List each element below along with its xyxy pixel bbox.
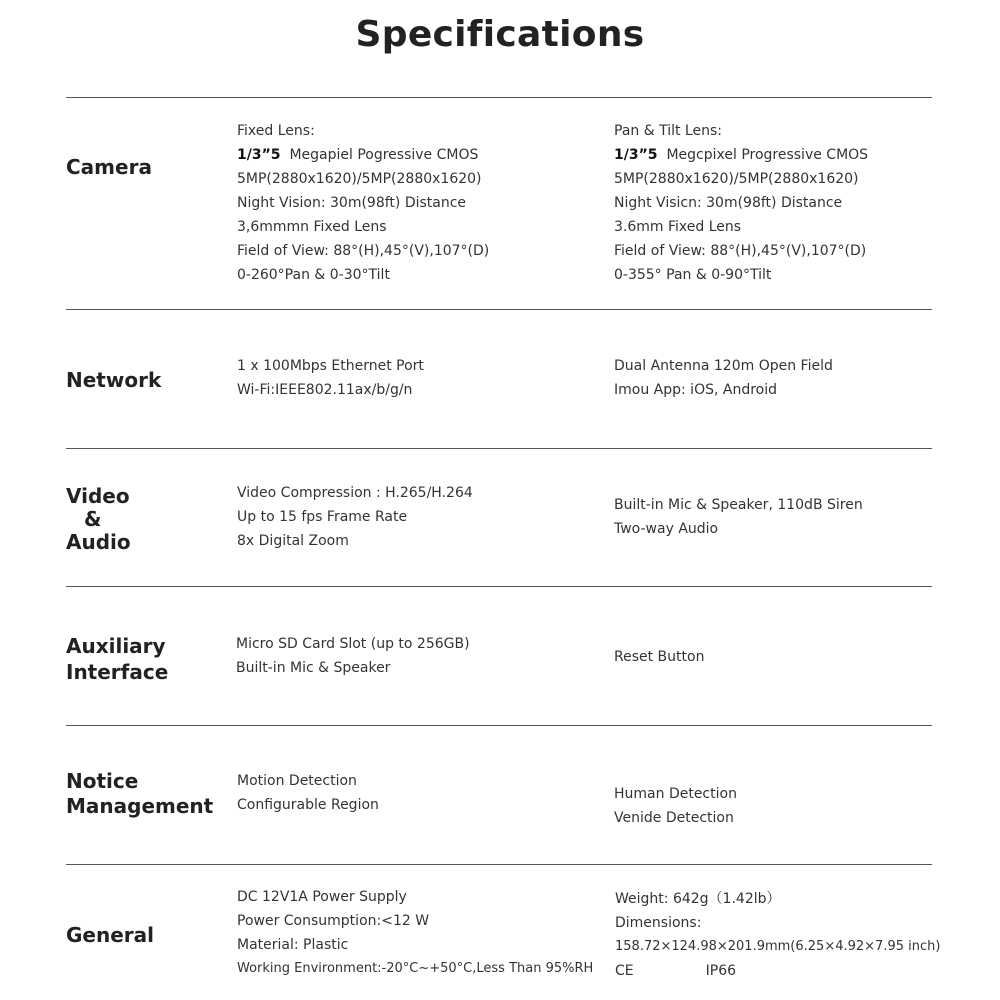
divider (66, 586, 932, 587)
divider (66, 864, 932, 865)
spec-line: Two-way Audio (614, 521, 719, 537)
divider (66, 97, 932, 98)
spec-line: Up to 15 fps Frame Rate (237, 509, 408, 525)
page-title: Specifications (355, 14, 645, 55)
divider (66, 448, 932, 449)
video-audio-specs-left (237, 481, 473, 553)
spec-line: Night Vision: 30m(98ft) Distance (237, 195, 467, 211)
certifications (615, 959, 940, 983)
general-specs-left (237, 885, 593, 981)
spec-line: Working Environment:-20°C~+50°C,Less Than 95%RH (237, 961, 594, 976)
spec-heading: Pan & Tilt Lens: (614, 123, 722, 139)
spec-line: 8x Digital Zoom (237, 533, 349, 549)
spec-line: Video Compression : H.265/H.264 (237, 485, 473, 501)
spec-line: 1 x 100Mbps Ethernet Port (237, 358, 424, 374)
spec-line: 5MP(2880x1620)/5MP(2880x1620) (237, 171, 482, 187)
spec-line: 3.6mm Fixed Lens (614, 219, 742, 235)
section-label-general: General (66, 923, 154, 947)
spec-line: Built-in Mic & Speaker, 110dB Siren (614, 497, 863, 513)
general-specs-right (615, 887, 940, 983)
notice-specs-right (614, 782, 737, 830)
divider (66, 309, 932, 310)
spec-line: Imou App: iOS, Android (614, 382, 777, 398)
spec-line: Dual Antenna 120m Open Field (614, 358, 833, 374)
spec-line: 1/3”5 Megcpixel Progressive CMOS (614, 147, 869, 163)
spec-line: 0-260°Pan & 0-30°Tilt (237, 267, 390, 283)
spec-line: DC 12V1A Power Supply (237, 889, 407, 905)
spec-line: Venide Detection (614, 810, 734, 826)
network-specs-right (614, 354, 833, 402)
section-label-network: Network (66, 368, 162, 392)
spec-line: Motion Detection (237, 773, 357, 789)
spec-line: Field of View: 88°(H),45°(V),107°(D) (614, 243, 867, 259)
spec-line: Dimensions: (615, 915, 702, 931)
cert-ce: CE (615, 963, 634, 979)
spec-line: Reset Button (614, 649, 705, 665)
video-audio-specs-right (614, 493, 863, 541)
section-label-camera: Camera (66, 155, 152, 179)
cert-ip66: IP66 (705, 963, 737, 979)
spec-line: Human Detection (614, 786, 737, 802)
spec-line: Material: Plastic (237, 937, 349, 953)
notice-specs-left (237, 769, 379, 817)
spec-line: Micro SD Card Slot (up to 256GB) (236, 636, 470, 652)
spec-line: Configurable Region (237, 797, 379, 813)
spec-heading: Fixed Lens: (237, 123, 315, 139)
spec-line: Built-in Mic & Speaker (236, 660, 391, 676)
section-label-notice-management: Notice Management (66, 769, 214, 818)
section-label-auxiliary-interface: Auxiliary Interface (66, 634, 169, 684)
spec-line: Power Consumption:<12 W (237, 913, 430, 929)
spec-line: Field of View: 88°(H),45°(V),107°(D) (237, 243, 490, 259)
camera-pan-tilt-specs (614, 119, 868, 287)
spec-line: 158.72×124.98×201.9mm(6.25×4.92×7.95 inch) (615, 939, 941, 954)
camera-fixed-lens-specs (237, 119, 489, 287)
spec-line: 0-355° Pan & 0-90°Tilt (614, 267, 772, 283)
auxiliary-specs-left (236, 632, 470, 680)
divider (66, 725, 932, 726)
auxiliary-specs-right (614, 645, 704, 669)
spec-line: Night Visicn: 30m(98ft) Distance (614, 195, 843, 211)
spec-line: Wi-Fi:IEEE802.11ax/b/g/n (237, 382, 413, 398)
spec-line: Weight: 642g（1.42lb） (615, 891, 781, 907)
spec-line: 5MP(2880x1620)/5MP(2880x1620) (614, 171, 859, 187)
spec-line: 3,6mmmn Fixed Lens (237, 219, 387, 235)
network-specs-left (237, 354, 424, 402)
section-label-video-audio: Video & Audio (66, 484, 131, 554)
spec-line: 1/3”5 Megapiel Pogressive CMOS (237, 147, 479, 163)
